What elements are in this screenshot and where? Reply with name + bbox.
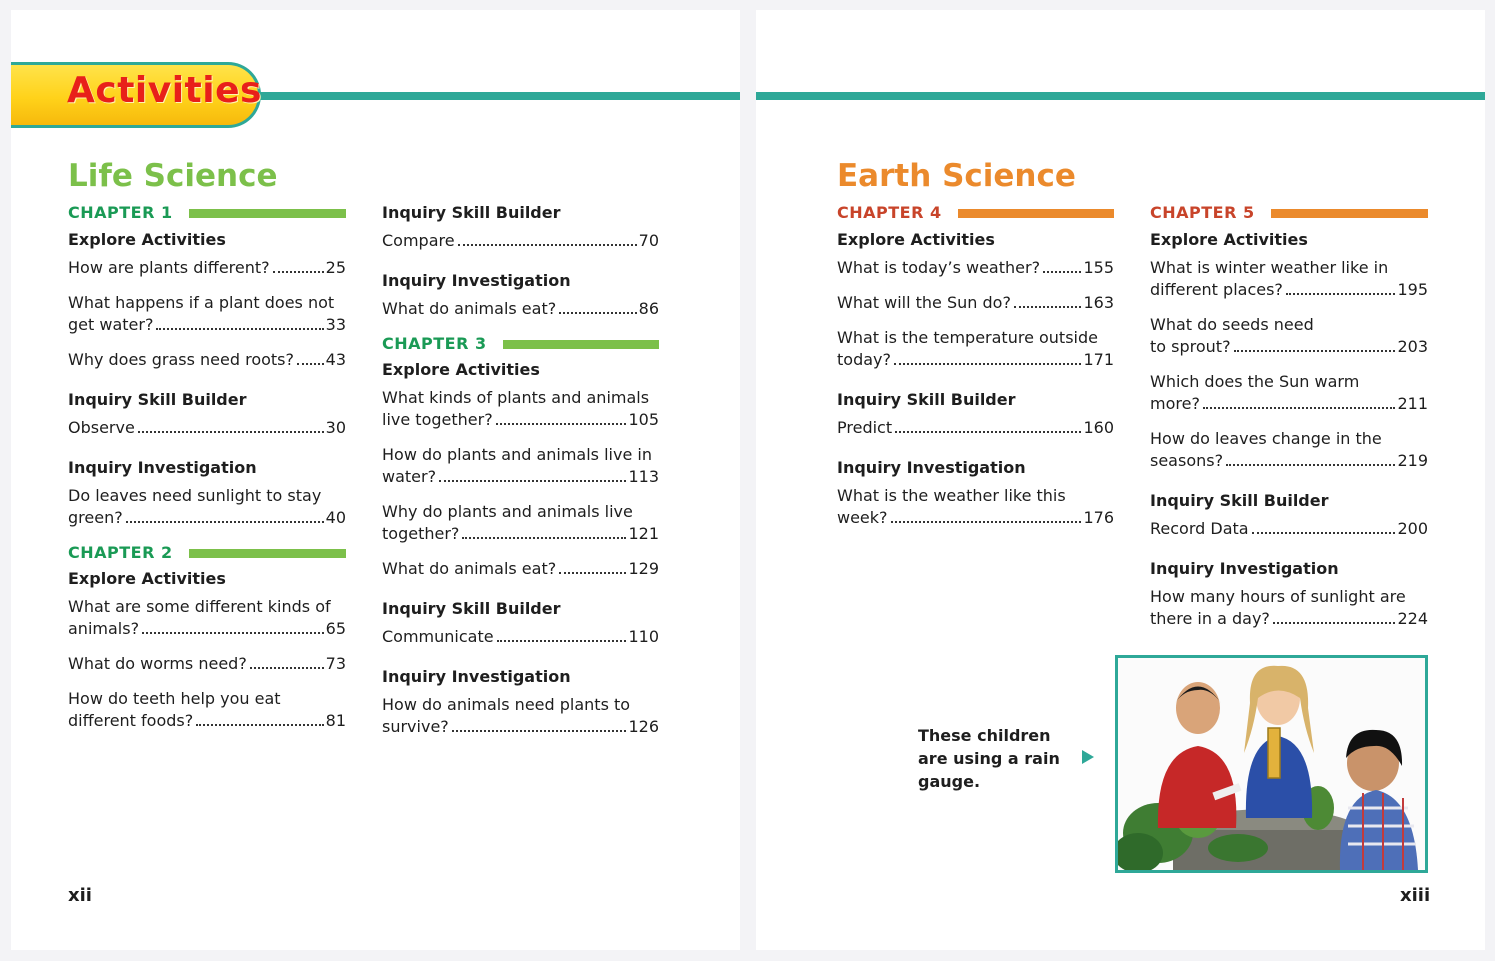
- left-page: [11, 10, 740, 950]
- caption-arrow-icon: [1082, 750, 1094, 764]
- toc-entry[interactable]: Record Data 200: [1150, 519, 1428, 538]
- chapter-label: CHAPTER 3: [382, 334, 487, 353]
- toc-entry[interactable]: green? 40: [68, 508, 346, 527]
- activities-tab: [11, 62, 261, 128]
- earth-col-2: [1150, 202, 1428, 643]
- rain-gauge-photo: [1115, 655, 1428, 873]
- group-heading: Inquiry Skill Builder: [837, 390, 1016, 409]
- toc-entry-line: What is the weather like this: [837, 486, 1066, 505]
- toc-entry[interactable]: animals? 65: [68, 619, 346, 638]
- chapter-label: CHAPTER 2: [68, 543, 173, 562]
- group-heading: Explore Activities: [1150, 230, 1308, 249]
- toc-entry[interactable]: week? 176: [837, 508, 1114, 527]
- toc-entry[interactable]: Why does grass need roots? 43: [68, 350, 346, 369]
- group-heading: Inquiry Investigation: [382, 667, 571, 686]
- chapter-rule: [958, 209, 1114, 218]
- earth-col-1: [837, 202, 1114, 542]
- group-heading: Inquiry Investigation: [382, 271, 571, 290]
- toc-entry-line: What is the temperature outside: [837, 328, 1098, 347]
- photo-caption: These children are using a rain gauge.: [918, 726, 1060, 791]
- chapter-rule: [189, 549, 346, 558]
- toc-entry-line: What do seeds need: [1150, 315, 1314, 334]
- toc-entry[interactable]: seasons? 219: [1150, 451, 1428, 470]
- chapter-heading: [68, 542, 346, 564]
- header-rule: [251, 92, 740, 100]
- toc-entry[interactable]: Compare 70: [382, 231, 659, 250]
- toc-entry[interactable]: survive? 126: [382, 717, 659, 736]
- toc-entry[interactable]: Observe 30: [68, 418, 346, 437]
- page-number: xii: [68, 885, 92, 906]
- toc-entry-line: Why do plants and animals live: [382, 502, 633, 521]
- group-heading: Inquiry Skill Builder: [1150, 491, 1329, 510]
- toc-entry-line: How do teeth help you eat: [68, 689, 281, 708]
- toc-entry-line: How many hours of sunlight are: [1150, 587, 1406, 606]
- chapter-rule: [1271, 209, 1428, 218]
- group-heading: Explore Activities: [382, 360, 540, 379]
- life-col-1: [68, 202, 346, 745]
- toc-entry-line: What happens if a plant does not: [68, 293, 335, 312]
- group-heading: Inquiry Investigation: [68, 458, 257, 477]
- right-page: [756, 10, 1485, 950]
- chapter-label: CHAPTER 5: [1150, 203, 1255, 222]
- toc-entry[interactable]: How are plants different? 25: [68, 258, 346, 277]
- toc-entry[interactable]: Communicate 110: [382, 627, 659, 646]
- toc-entry[interactable]: more? 211: [1150, 394, 1428, 413]
- page-title: Activities: [67, 70, 262, 111]
- chapter-label: CHAPTER 1: [68, 203, 173, 222]
- group-heading: Inquiry Skill Builder: [68, 390, 247, 409]
- toc-entry[interactable]: What do animals eat? 86: [382, 299, 659, 318]
- toc-entry-line: What kinds of plants and animals: [382, 388, 650, 407]
- chapter-heading: [837, 202, 1114, 224]
- toc-entry-line: How do leaves change in the: [1150, 429, 1382, 448]
- toc-entry[interactable]: What do animals eat? 129: [382, 559, 659, 578]
- section-title-earth-science: Earth Science: [837, 158, 1076, 194]
- toc-entry-line: Do leaves need sunlight to stay: [68, 486, 322, 505]
- chapter-heading: [382, 333, 659, 355]
- chapter-heading: [68, 202, 346, 224]
- chapter-label: CHAPTER 4: [837, 203, 942, 222]
- group-heading: Explore Activities: [68, 569, 226, 588]
- group-heading: Inquiry Investigation: [1150, 559, 1339, 578]
- toc-entry-line: Which does the Sun warm: [1150, 372, 1360, 391]
- toc-entry-line: How do plants and animals live in: [382, 445, 652, 464]
- group-heading: Explore Activities: [837, 230, 995, 249]
- toc-entry[interactable]: What is today’s weather? 155: [837, 258, 1114, 277]
- chapter-heading: [1150, 202, 1428, 224]
- page-number: xiii: [1400, 885, 1431, 906]
- toc-entry[interactable]: Predict 160: [837, 418, 1114, 437]
- section-title-life-science: Life Science: [68, 158, 278, 194]
- toc-entry[interactable]: get water? 33: [68, 315, 346, 334]
- toc-entry[interactable]: different places? 195: [1150, 280, 1428, 299]
- toc-entry[interactable]: What will the Sun do? 163: [837, 293, 1114, 312]
- group-heading: Explore Activities: [68, 230, 226, 249]
- chapter-rule: [189, 209, 346, 218]
- toc-entry[interactable]: to sprout? 203: [1150, 337, 1428, 356]
- group-heading: Inquiry Skill Builder: [382, 203, 561, 222]
- toc-entry[interactable]: today? 171: [837, 350, 1114, 369]
- toc-entry[interactable]: live together? 105: [382, 410, 659, 429]
- toc-entry-line: What are some different kinds of: [68, 597, 331, 616]
- toc-entry[interactable]: there in a day? 224: [1150, 609, 1428, 628]
- chapter-rule: [503, 340, 659, 349]
- toc-entry[interactable]: different foods? 81: [68, 711, 346, 730]
- group-heading: Inquiry Skill Builder: [382, 599, 561, 618]
- children-illustration: [1118, 658, 1425, 870]
- group-heading: Inquiry Investigation: [837, 458, 1026, 477]
- toc-entry-line: How do animals need plants to: [382, 695, 631, 714]
- toc-entry[interactable]: water? 113: [382, 467, 659, 486]
- life-col-2: [382, 202, 659, 751]
- toc-entry[interactable]: What do worms need? 73: [68, 654, 346, 673]
- header-rule: [756, 92, 1485, 100]
- toc-entry[interactable]: together? 121: [382, 524, 659, 543]
- toc-entry-line: What is winter weather like in: [1150, 258, 1389, 277]
